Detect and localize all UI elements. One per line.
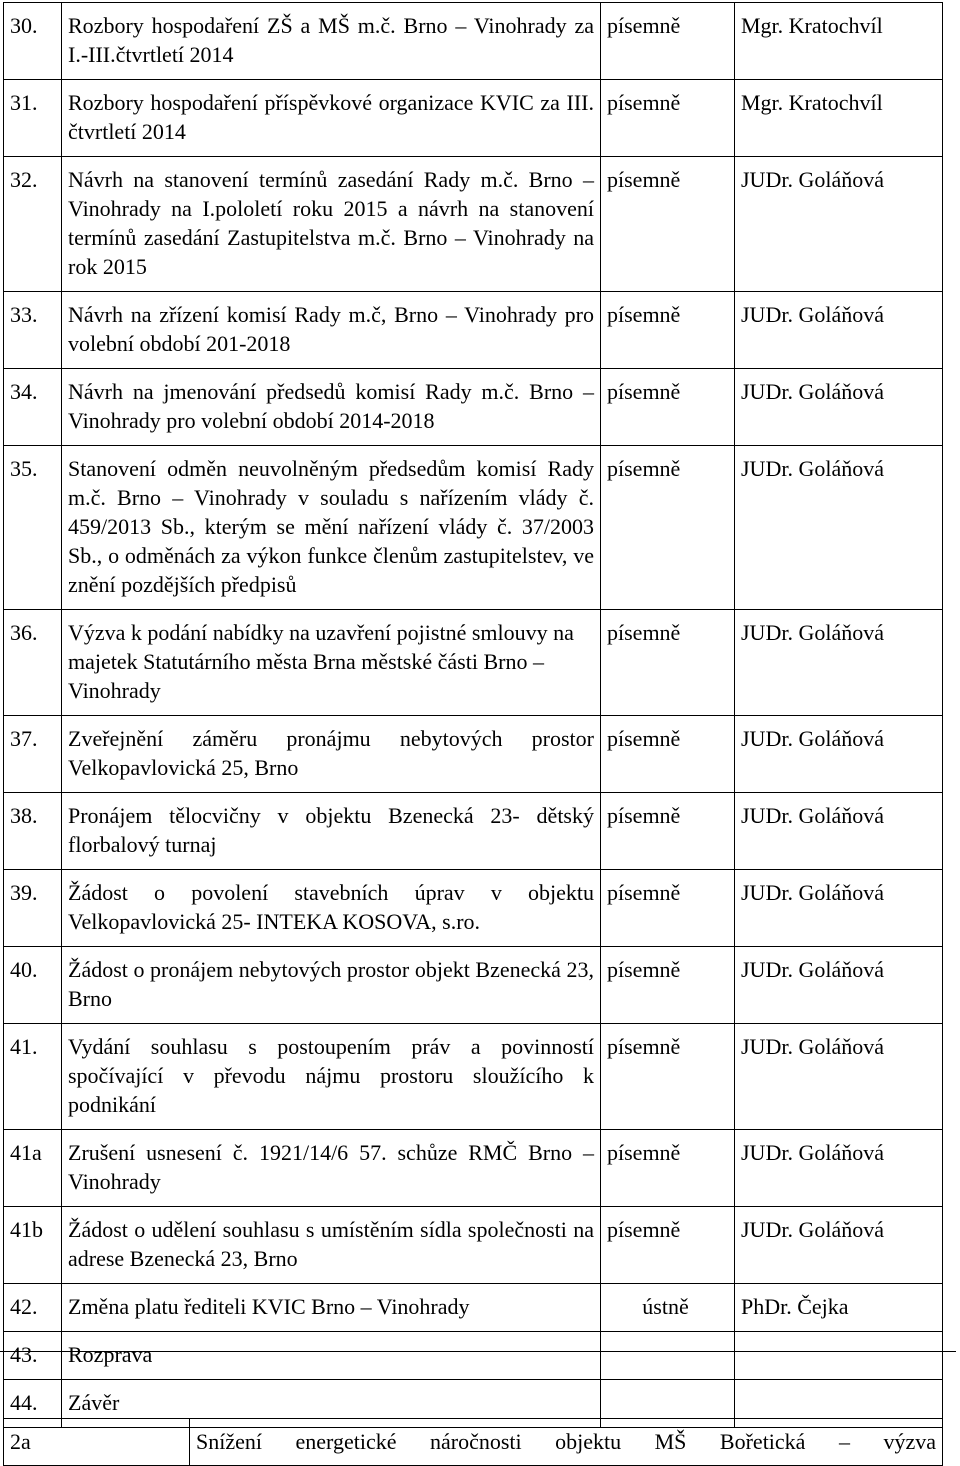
item-number: 34. [4,369,62,446]
item-responsible: Mgr. Kratochvíl [735,80,943,157]
item-number: 41a [4,1130,62,1207]
item-subject: Změna platu řediteli KVIC Brno – Vinohrady [62,1284,601,1332]
table-row [4,947,943,1024]
item-form [601,1332,735,1380]
item-number: 40. [4,947,62,1024]
item-responsible: Mgr. Kratochvíl [735,3,943,80]
item-subject: Rozbory hospodaření příspěvkové organizace KVIC za III. čtvrtletí 2014 [62,80,601,157]
table-row [4,1284,943,1332]
item-subject: Návrh na stanovení termínů zasedání Rady m.č. Brno – Vinohrady na I.pololetí roku 2015 a návrh na stanovení termínů zasedání Zastupitelstva m.č. Brno – Vinohrady na rok 2015 [62,157,601,292]
item-subject: Výzva k podání nabídky na uzavření pojistné smlouvy na majetek Statutárního města Brna městské části Brno – Vinohrady [62,610,601,716]
item-number: 35. [4,446,62,610]
item-responsible: JUDr. Goláňová [735,793,943,870]
item-responsible: JUDr. Goláňová [735,1024,943,1130]
item-subject: Žádost o pronájem nebytových prostor objekt Bzenecká 23, Brno [62,947,601,1024]
item-form: písemně [601,1207,735,1284]
item-subject-text: Snížení energetické náročnosti objektu MŠ Bořetická – výzva [196,1429,936,1454]
item-subject: Návrh na zřízení komisí Rady m.č, Brno – Vinohrady pro volební období 201-2018 [62,292,601,369]
item-responsible: JUDr. Goláňová [735,369,943,446]
item-responsible: JUDr. Goláňová [735,1207,943,1284]
item-responsible: PhDr. Čejka [735,1284,943,1332]
item-responsible: JUDr. Goláňová [735,716,943,793]
item-form: písemně [601,1024,735,1130]
item-form: písemně [601,793,735,870]
item-subject [190,1419,943,1466]
item-responsible: JUDr. Goláňová [735,1130,943,1207]
table-row [4,1207,943,1284]
item-responsible: JUDr. Goláňová [735,446,943,610]
item-number: 41b [4,1207,62,1284]
item-subject: Pronájem tělocvičny v objektu Bzenecká 23- dětský florbalový turnaj [62,793,601,870]
item-number: 31. [4,80,62,157]
table-row [4,793,943,870]
item-subject: Závěr [62,1380,601,1428]
item-form: ústně [601,1284,735,1332]
item-number: 30. [4,3,62,80]
table-row [4,292,943,369]
item-subject: Návrh na jmenování předsedů komisí Rady m.č. Brno – Vinohrady pro volební období 2014-2018 [62,369,601,446]
agenda-table [3,2,943,1428]
table-row [4,610,943,716]
item-subject: Rozprava [62,1332,601,1380]
item-number: 43. [4,1332,62,1380]
item-form: písemně [601,947,735,1024]
item-responsible: JUDr. Goláňová [735,157,943,292]
item-form: písemně [601,446,735,610]
item-form: písemně [601,870,735,947]
item-form: písemně [601,369,735,446]
table-row [4,369,943,446]
item-responsible: JUDr. Goláňová [735,870,943,947]
table-row [4,1024,943,1130]
item-form: písemně [601,292,735,369]
item-number: 37. [4,716,62,793]
table-row [4,1332,943,1380]
item-subject: Žádost o povolení stavebních úprav v objektu Velkopavlovická 25- INTEKA KOSOVA, s.ro. [62,870,601,947]
item-form: písemně [601,3,735,80]
table-row [4,157,943,292]
item-number: 32. [4,157,62,292]
bottom-table [3,1418,943,1466]
item-subject: Žádost o udělení souhlasu s umístěním sídla společnosti na adrese Bzenecká 23, Brno [62,1207,601,1284]
item-number: 44. [4,1380,62,1428]
item-subject: Vydání souhlasu s postoupením práv a povinností spočívající v převodu nájmu prostoru sloužícího k podnikání [62,1024,601,1130]
item-responsible: JUDr. Goláňová [735,292,943,369]
item-responsible: JUDr. Goláňová [735,947,943,1024]
table-row [4,1419,943,1466]
horizontal-divider [0,1351,956,1352]
item-form: písemně [601,716,735,793]
item-number: 33. [4,292,62,369]
item-form: písemně [601,80,735,157]
item-subject: Zrušení usnesení č. 1921/14/6 57. schůze RMČ Brno – Vinohrady [62,1130,601,1207]
item-number: 42. [4,1284,62,1332]
table-row [4,1130,943,1207]
table-row [4,80,943,157]
item-subject: Rozbory hospodaření ZŠ a MŠ m.č. Brno – Vinohrady za I.-III.čtvrtletí 2014 [62,3,601,80]
item-number: 2a [4,1419,190,1466]
item-form: písemně [601,610,735,716]
table-row [4,446,943,610]
item-number: 39. [4,870,62,947]
item-number: 41. [4,1024,62,1130]
table-row [4,870,943,947]
item-subject: Zveřejnění záměru pronájmu nebytových prostor Velkopavlovická 25, Brno [62,716,601,793]
item-responsible: JUDr. Goláňová [735,610,943,716]
table-row [4,3,943,80]
item-responsible [735,1332,943,1380]
item-subject: Stanovení odměn neuvolněným předsedům komisí Rady m.č. Brno – Vinohrady v souladu s nařízením vlády č. 459/2013 Sb., kterým se mění nařízení vlády č. 37/2003 Sb., o odměnách za výkon funkce členům zastupitelstev, ve znění pozdějších předpisů [62,446,601,610]
item-number: 36. [4,610,62,716]
item-form: písemně [601,157,735,292]
item-number: 38. [4,793,62,870]
table-row [4,716,943,793]
item-form: písemně [601,1130,735,1207]
